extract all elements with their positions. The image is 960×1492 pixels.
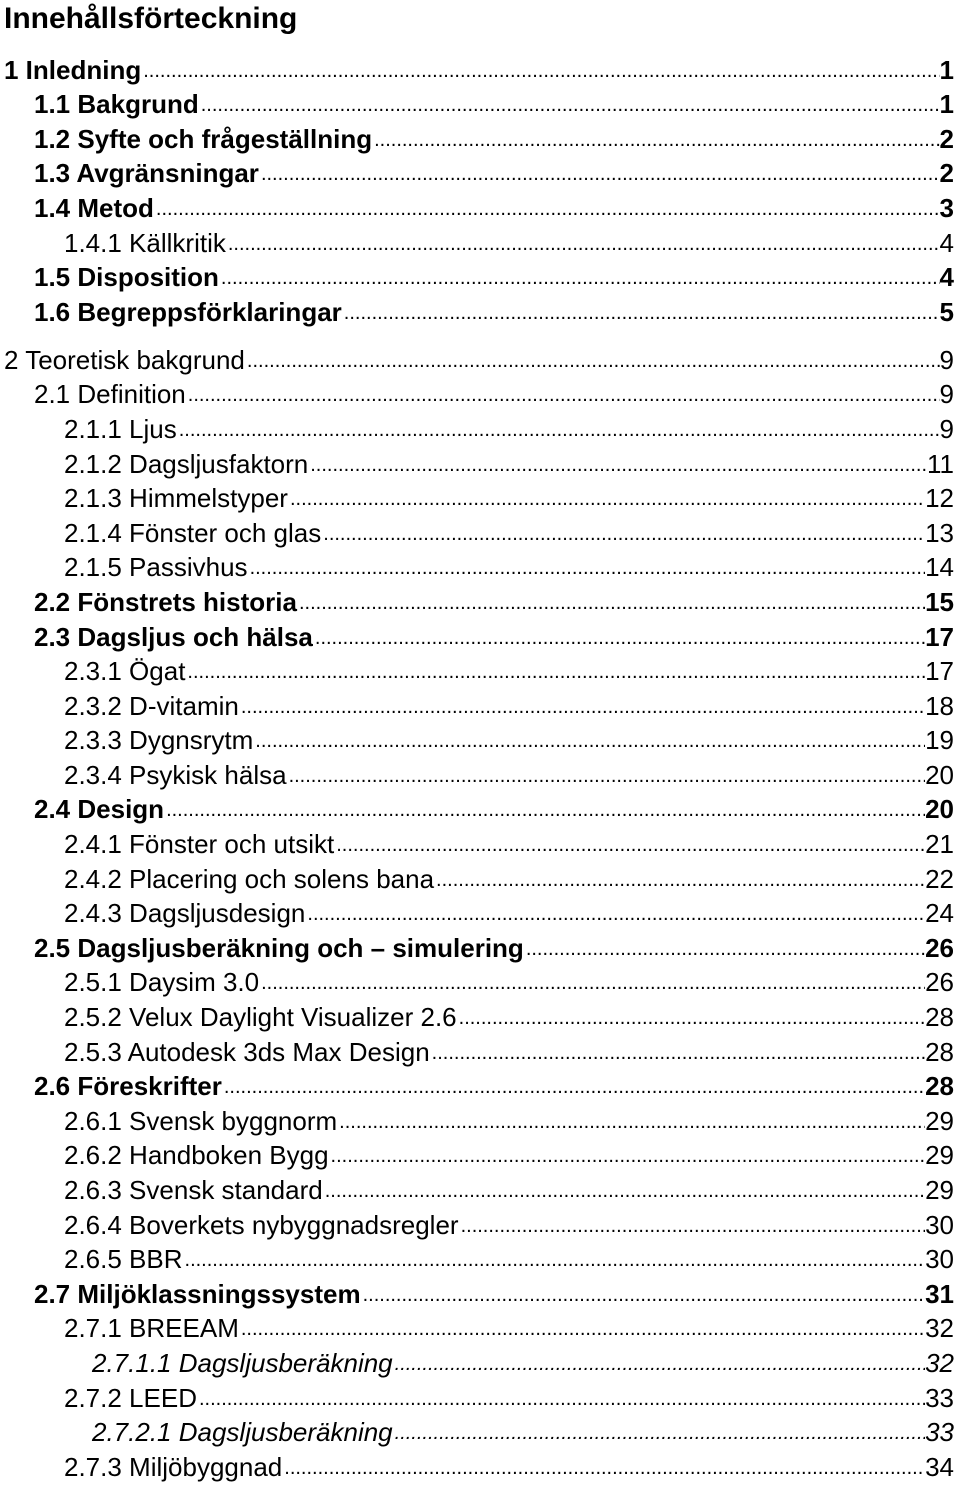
toc-entry-page-number: 28 — [925, 1036, 954, 1067]
toc-dot-leader — [393, 1421, 925, 1445]
toc-entry-page-number: 20 — [925, 794, 954, 825]
toc-entry-label: 2.3.3 Dygnsrytm — [64, 725, 254, 756]
toc-entry-label: 2.1 Definition — [34, 379, 186, 410]
toc-entry[interactable] — [0, 928, 960, 963]
toc-entry-page-number: 22 — [925, 863, 954, 894]
toc-dot-leader — [287, 764, 926, 788]
toc-entry[interactable] — [0, 85, 960, 120]
toc-entry[interactable] — [0, 859, 960, 894]
toc-dot-leader — [459, 1214, 926, 1238]
toc-entry[interactable] — [0, 997, 960, 1032]
toc-entry[interactable] — [0, 1378, 960, 1413]
toc-entry-label: 1.3 Avgränsningar — [34, 158, 259, 189]
toc-dot-leader — [524, 937, 925, 961]
toc-dot-leader — [248, 556, 926, 580]
toc-entry-label: 2.3.2 D-vitamin — [64, 690, 239, 721]
toc-entry-label: 2.5.3 Autodesk 3ds Max Design — [64, 1036, 430, 1067]
toc-entry-label: 2.5 Dagsljusberäkning och – simulering — [34, 932, 524, 963]
toc-entry[interactable] — [0, 223, 960, 258]
toc-entry-label: 2.1.1 Ljus — [64, 413, 177, 444]
toc-dot-leader — [239, 1317, 925, 1341]
toc-dot-leader — [457, 1006, 925, 1030]
toc-entry-page-number: 20 — [925, 759, 954, 790]
toc-dot-leader — [199, 93, 940, 117]
toc-entry[interactable] — [0, 582, 960, 617]
toc-entry[interactable] — [0, 894, 960, 929]
toc-dot-leader — [259, 162, 940, 186]
toc-entry[interactable] — [0, 1343, 960, 1378]
toc-entry-page-number: 17 — [925, 656, 954, 687]
toc-dot-leader — [245, 349, 940, 373]
toc-entry[interactable] — [0, 444, 960, 479]
toc-entry-page-number: 29 — [925, 1140, 954, 1171]
toc-dot-leader — [239, 695, 925, 719]
toc-entry-label: 1.2 Syfte och frågeställning — [34, 123, 373, 154]
toc-entry-label: 2.6.2 Handboken Bygg — [64, 1140, 329, 1171]
toc-entry-label: 2 Teoretisk bakgrund — [4, 344, 245, 375]
toc-entry[interactable] — [0, 1136, 960, 1171]
toc-dot-leader — [186, 383, 940, 407]
toc-entry-page-number: 28 — [925, 1071, 954, 1102]
toc-dot-leader — [305, 902, 925, 926]
toc-dot-leader — [197, 1387, 925, 1411]
toc-entry-page-number: 28 — [925, 1002, 954, 1033]
toc-dot-leader — [219, 266, 940, 290]
toc-entry-label: 2.7.2 LEED — [64, 1382, 197, 1413]
toc-dot-leader — [253, 729, 925, 753]
toc-entry[interactable] — [0, 1413, 960, 1448]
toc-dot-leader — [342, 301, 940, 325]
toc-entry[interactable] — [0, 327, 960, 375]
toc-entry-page-number: 32 — [925, 1313, 954, 1344]
toc-entry-page-number: 9 — [939, 344, 954, 375]
toc-entry[interactable] — [0, 1032, 960, 1067]
toc-entry[interactable] — [0, 963, 960, 998]
toc-entry-label: 2.4 Design — [34, 794, 165, 825]
toc-dot-leader — [337, 1110, 925, 1134]
toc-entry-label: 2.1.3 Himmelstyper — [64, 483, 288, 514]
toc-entry-page-number: 4 — [939, 227, 954, 258]
toc-entry-page-number: 21 — [925, 829, 954, 860]
toc-entry-page-number: 1 — [939, 54, 954, 85]
toc-entry-page-number: 12 — [925, 483, 954, 514]
toc-entry[interactable] — [0, 1101, 960, 1136]
table-of-contents — [0, 50, 960, 1482]
toc-entry-label: 2.2 Fönstrets historia — [34, 586, 297, 617]
toc-entry[interactable] — [0, 617, 960, 652]
toc-entry-page-number: 2 — [939, 158, 954, 189]
toc-dot-leader — [226, 232, 940, 256]
toc-entry-label: 2.6.5 BBR — [64, 1244, 183, 1275]
toc-entry-label: 2.7.2.1 Dagsljusberäkning — [92, 1417, 393, 1448]
toc-entry-page-number: 1 — [939, 89, 954, 120]
toc-entry-label: 2.1.5 Passivhus — [64, 552, 248, 583]
toc-entry-page-number: 30 — [925, 1244, 954, 1275]
toc-entry[interactable] — [0, 188, 960, 223]
toc-entry-page-number: 29 — [925, 1105, 954, 1136]
toc-dot-leader — [297, 591, 925, 615]
toc-entry[interactable] — [0, 790, 960, 825]
toc-entry[interactable] — [0, 50, 960, 85]
toc-entry-label: 1.6 Begreppsförklaringar — [34, 296, 342, 327]
toc-entry-page-number: 26 — [925, 932, 954, 963]
toc-entry-page-number: 4 — [939, 262, 954, 293]
toc-dot-leader — [222, 1075, 925, 1099]
toc-dot-leader — [323, 1179, 925, 1203]
toc-entry[interactable] — [0, 686, 960, 721]
toc-entry-label: 2.5.2 Velux Daylight Visualizer 2.6 — [64, 1002, 457, 1033]
toc-entry[interactable] — [0, 1447, 960, 1482]
toc-entry-page-number: 32 — [925, 1347, 954, 1378]
toc-dot-leader — [329, 1144, 926, 1168]
toc-dot-leader — [282, 1456, 925, 1480]
toc-entry-label: 1 Inledning — [4, 54, 142, 85]
toc-entry-label: 1.4 Metod — [34, 192, 154, 223]
toc-entry-label: 2.6 Föreskrifter — [34, 1071, 222, 1102]
toc-dot-leader — [372, 128, 939, 152]
toc-dot-leader — [361, 1283, 925, 1307]
toc-entry-page-number: 26 — [925, 967, 954, 998]
toc-entry[interactable] — [0, 721, 960, 756]
toc-entry-page-number: 24 — [925, 898, 954, 929]
toc-entry-label: 2.1.4 Fönster och glas — [64, 517, 322, 548]
toc-entry-page-number: 9 — [939, 413, 954, 444]
toc-entry-page-number: 5 — [939, 296, 954, 327]
toc-entry-page-number: 31 — [925, 1278, 954, 1309]
toc-entry-page-number: 19 — [925, 725, 954, 756]
toc-entry-label: 2.7.3 Miljöbyggnad — [64, 1451, 283, 1482]
toc-dot-leader — [183, 1248, 926, 1272]
toc-entry-page-number: 15 — [925, 586, 954, 617]
toc-entry-label: 2.3.1 Ögat — [64, 656, 186, 687]
toc-entry-label: 2.6.1 Svensk byggnorm — [64, 1105, 338, 1136]
toc-entry-page-number: 17 — [925, 621, 954, 652]
toc-dot-leader — [141, 59, 939, 83]
toc-entry-page-number: 18 — [925, 690, 954, 721]
toc-entry[interactable] — [0, 479, 960, 514]
toc-dot-leader — [313, 626, 925, 650]
toc-dot-leader — [177, 418, 940, 442]
toc-entry-page-number: 11 — [927, 448, 954, 479]
toc-entry-label: 2.7.1 BREEAM — [64, 1313, 239, 1344]
toc-dot-leader — [393, 1352, 925, 1376]
toc-entry[interactable] — [0, 513, 960, 548]
toc-entry[interactable] — [0, 1274, 960, 1309]
toc-entry-label: 2.7.1.1 Dagsljusberäkning — [92, 1347, 393, 1378]
toc-entry[interactable] — [0, 755, 960, 790]
toc-entry-page-number: 33 — [925, 1417, 954, 1448]
toc-entry-label: 2.4.2 Placering och solens bana — [64, 863, 435, 894]
page-title: Innehållsförteckning — [4, 2, 298, 35]
toc-entry[interactable] — [0, 1309, 960, 1344]
toc-entry[interactable] — [0, 1205, 960, 1240]
toc-dot-leader — [308, 453, 927, 477]
toc-entry-label: 1.4.1 Källkritik — [64, 227, 226, 258]
toc-entry-label: 2.5.1 Daysim 3.0 — [64, 967, 260, 998]
toc-dot-leader — [288, 487, 925, 511]
toc-entry[interactable] — [0, 292, 960, 327]
toc-entry[interactable] — [0, 548, 960, 583]
toc-entry[interactable] — [0, 1240, 960, 1275]
toc-entry[interactable] — [0, 154, 960, 189]
toc-entry-page-number: 33 — [925, 1382, 954, 1413]
toc-entry-label: 1.5 Disposition — [34, 262, 219, 293]
toc-entry[interactable] — [0, 652, 960, 687]
toc-entry-page-number: 9 — [939, 379, 954, 410]
toc-entry-page-number: 34 — [925, 1451, 954, 1482]
toc-entry-label: 2.4.3 Dagsljusdesign — [64, 898, 306, 929]
toc-entry[interactable] — [0, 1067, 960, 1102]
toc-entry[interactable] — [0, 1170, 960, 1205]
toc-entry[interactable] — [0, 258, 960, 293]
toc-dot-leader — [185, 660, 925, 684]
toc-entry-label: 2.6.3 Svensk standard — [64, 1175, 323, 1205]
toc-entry-label: 2.7 Miljöklassningssystem — [34, 1278, 361, 1309]
toc-dot-leader — [259, 971, 925, 995]
toc-entry[interactable] — [0, 375, 960, 410]
toc-entry[interactable] — [0, 824, 960, 859]
toc-entry-label: 2.4.1 Fönster och utsikt — [64, 829, 335, 860]
toc-entry-page-number: 3 — [939, 192, 954, 223]
toc-dot-leader — [164, 798, 925, 822]
toc-dot-leader — [321, 522, 925, 546]
toc-entry-page-number: 13 — [925, 517, 954, 548]
toc-entry-page-number: 2 — [939, 123, 954, 154]
toc-dot-leader — [434, 868, 925, 892]
toc-dot-leader — [430, 1041, 925, 1065]
toc-entry-page-number: 14 — [925, 552, 954, 583]
toc-entry-page-number: 30 — [925, 1209, 954, 1240]
toc-entry-page-number: 29 — [925, 1175, 954, 1205]
toc-entry-label: 2.3 Dagsljus och hälsa — [34, 621, 313, 652]
toc-entry[interactable] — [0, 119, 960, 154]
toc-entry-label: 2.3.4 Psykisk hälsa — [64, 759, 287, 790]
toc-entry-label: 2.1.2 Dagsljusfaktorn — [64, 448, 309, 479]
toc-dot-leader — [334, 833, 925, 857]
toc-entry[interactable] — [0, 409, 960, 444]
toc-entry-label: 1.1 Bakgrund — [34, 89, 199, 120]
toc-dot-leader — [154, 197, 940, 221]
toc-entry-label: 2.6.4 Boverkets nybyggnadsregler — [64, 1209, 459, 1240]
